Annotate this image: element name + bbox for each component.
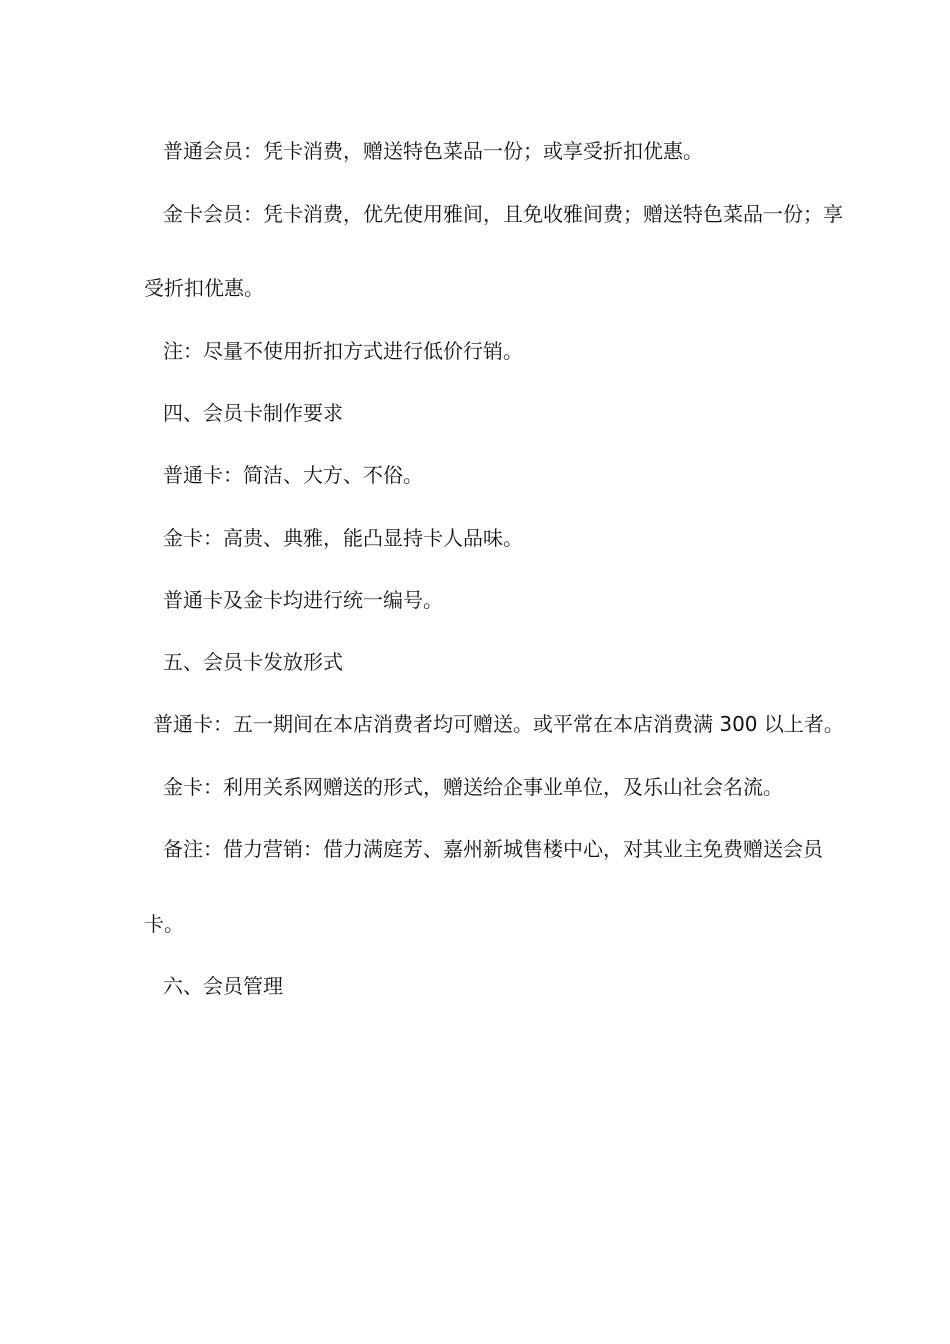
paragraph-note: 注：尽量不使用折扣方式进行低价行销。	[163, 339, 523, 363]
paragraph-regular-card: 普通卡：简洁、大方、不俗。	[163, 463, 423, 487]
paragraph-gold-card: 金卡：高贵、典雅，能凸显持卡人品味。	[163, 526, 523, 550]
paragraph-gold-member: 金卡会员：凭卡消费，优先使用雅间，且免收雅间费；赠送特色菜品一份；享	[163, 202, 843, 226]
paragraph-remark: 备注：借力营销：借力满庭芳、嘉州新城售楼中心，对其业主免费赠送会员	[163, 837, 823, 861]
paragraph-numbering: 普通卡及金卡均进行统一编号。	[163, 588, 443, 612]
section-heading-distribution: 五、会员卡发放形式	[163, 650, 343, 674]
paragraph-regular-card-distribution: 普通卡：五一期间在本店消费者均可赠送。或平常在本店消费满 300 以上者。	[153, 712, 844, 736]
paragraph-gold-card-distribution: 金卡：利用关系网赠送的形式，赠送给企事业单位，及乐山社会名流。	[163, 775, 783, 799]
section-heading-card-requirements: 四、会员卡制作要求	[163, 401, 343, 425]
paragraph-gold-member-cont: 受折扣优惠。	[144, 276, 264, 300]
paragraph-regular-member: 普通会员：凭卡消费，赠送特色菜品一份；或享受折扣优惠。	[163, 139, 703, 163]
section-heading-member-management: 六、会员管理	[163, 974, 283, 998]
paragraph-remark-cont: 卡。	[144, 912, 184, 936]
